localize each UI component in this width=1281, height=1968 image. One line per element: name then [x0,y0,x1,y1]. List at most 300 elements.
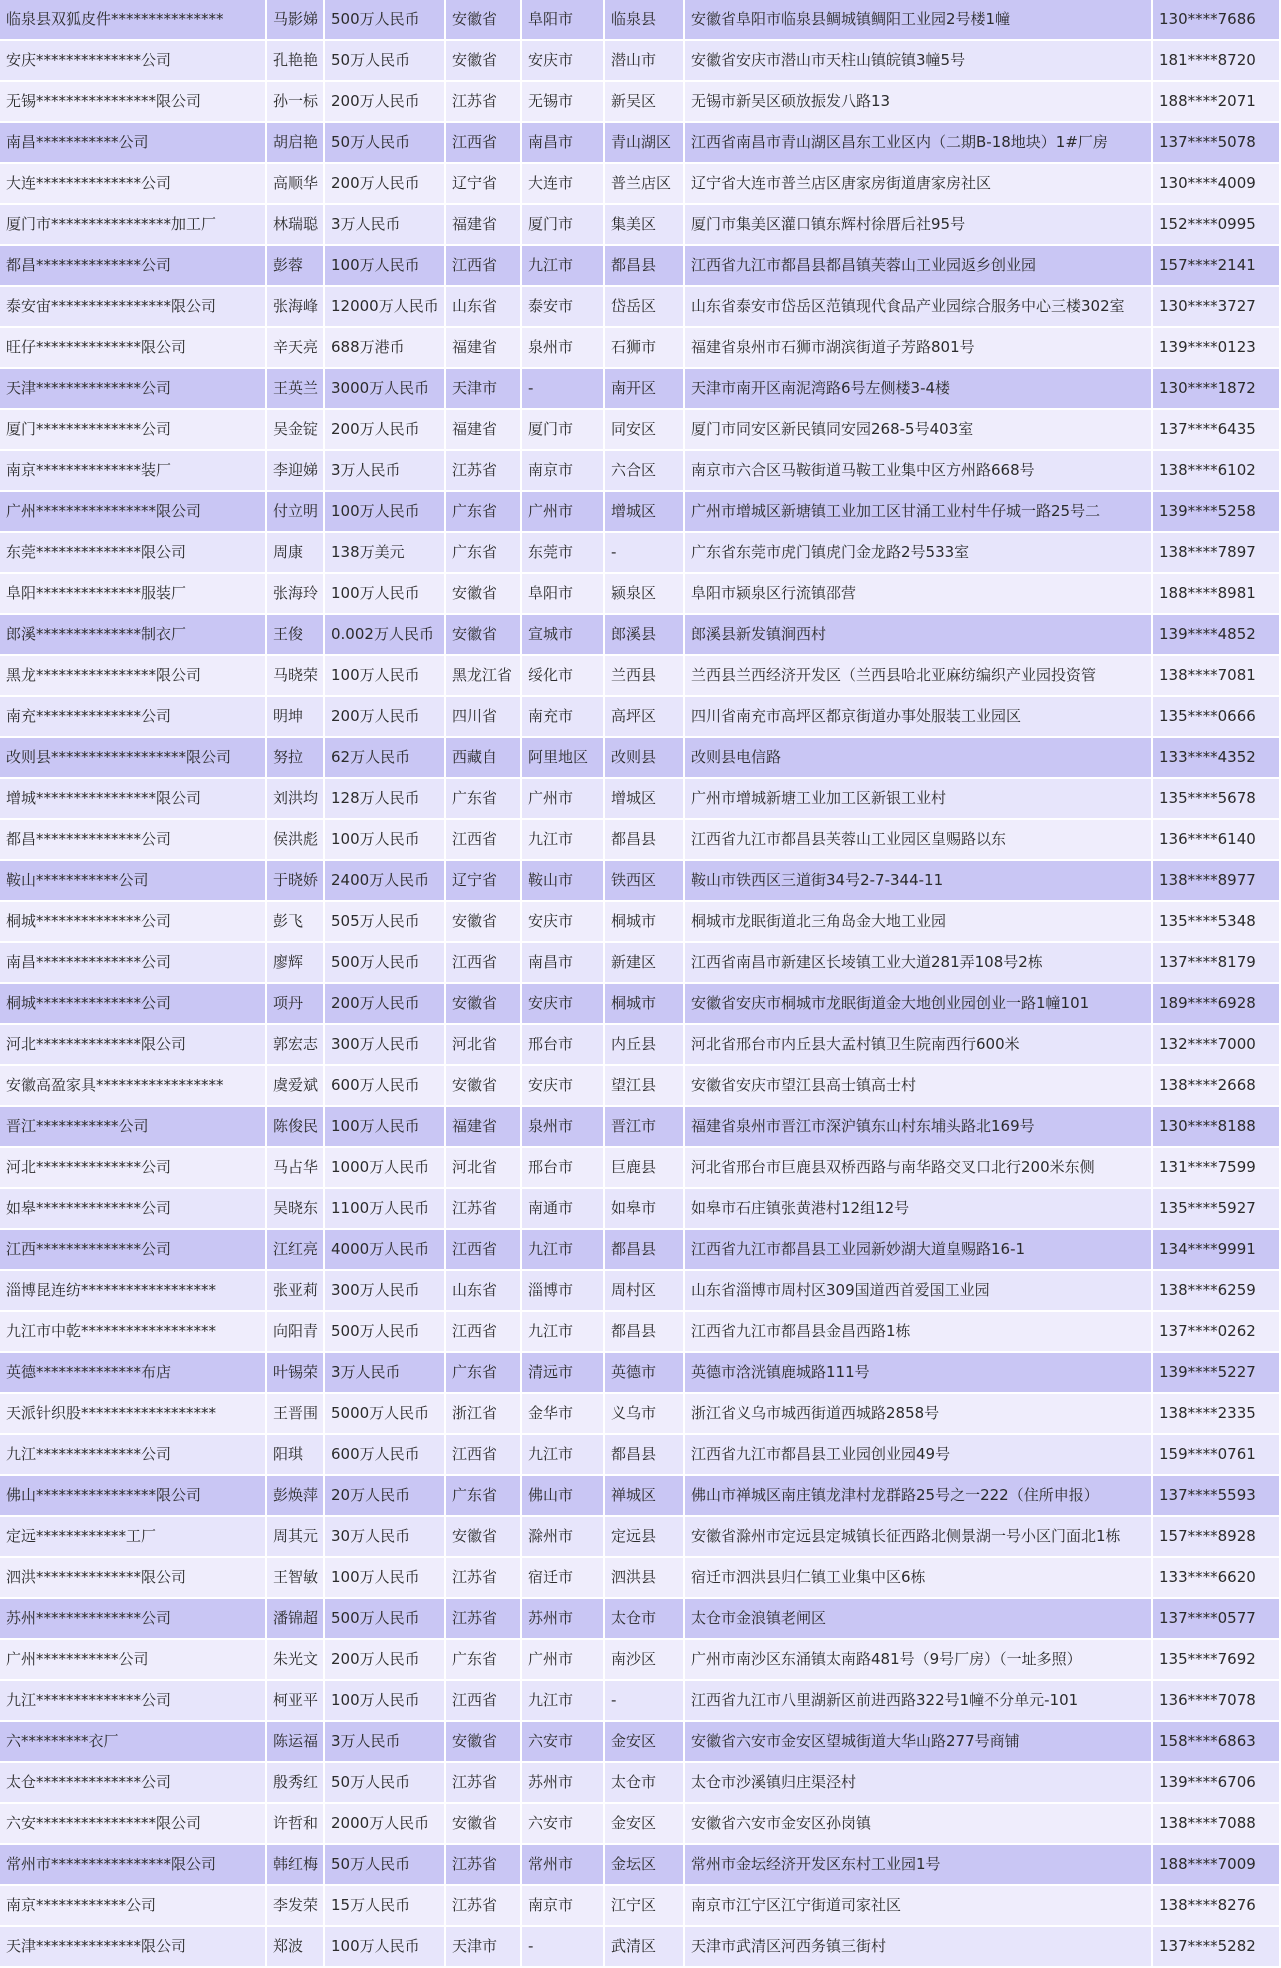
district-cell: 桐城市 [604,901,684,942]
capital-cell: 100万人民币 [324,491,445,532]
province-cell: 黑龙江省 [445,655,521,696]
capital-cell: 62万人民币 [324,737,445,778]
city-cell: 安庆市 [521,983,604,1024]
province-cell: 福建省 [445,327,521,368]
company-name-cell: 南昌***********公司 [0,122,266,163]
address-cell: 广州市南沙区东涌镇太南路481号（9号厂房）（一址多照） [684,1639,1152,1680]
company-name-cell: 郎溪**************制衣厂 [0,614,266,655]
address-cell: 安徽省安庆市望江县高士镇高士村 [684,1065,1152,1106]
district-cell: 高坪区 [604,696,684,737]
phone-cell: 157****8928 [1152,1516,1280,1557]
capital-cell: 12000万人民币 [324,286,445,327]
capital-cell: 3万人民币 [324,450,445,491]
table-row [0,737,1280,778]
address-cell: 江西省南昌市新建区长堎镇工业大道281弄108号2栋 [684,942,1152,983]
capital-cell: 100万人民币 [324,819,445,860]
phone-cell: 159****0761 [1152,1434,1280,1475]
city-cell: 安庆市 [521,1065,604,1106]
table-row [0,286,1280,327]
address-cell: 厦门市同安区新民镇同安园268-5号403室 [684,409,1152,450]
province-cell: 河北省 [445,1024,521,1065]
address-cell: 福建省泉州市石狮市湖滨街道子芳路801号 [684,327,1152,368]
city-cell: 无锡市 [521,81,604,122]
phone-cell: 137****8179 [1152,942,1280,983]
capital-cell: 3000万人民币 [324,368,445,409]
capital-cell: 5000万人民币 [324,1393,445,1434]
legal-rep-cell: 廖辉 [266,942,324,983]
legal-rep-cell: 付立明 [266,491,324,532]
legal-rep-cell: 周其元 [266,1516,324,1557]
province-cell: 安徽省 [445,40,521,81]
province-cell: 天津市 [445,1926,521,1967]
province-cell: 江西省 [445,1680,521,1721]
district-cell: 新建区 [604,942,684,983]
province-cell: 山东省 [445,1270,521,1311]
legal-rep-cell: 明坤 [266,696,324,737]
address-cell: 常州市金坛经济开发区东村工业园1号 [684,1844,1152,1885]
legal-rep-cell: 高顺华 [266,163,324,204]
company-name-cell: 淄博昆连纺****************** [0,1270,266,1311]
phone-cell: 188****8981 [1152,573,1280,614]
district-cell: 青山湖区 [604,122,684,163]
address-cell: 山东省淄博市周村区309国道西首爱国工业园 [684,1270,1152,1311]
district-cell: - [604,1680,684,1721]
phone-cell: 135****0666 [1152,696,1280,737]
company-name-cell: 临泉县双狐皮件*************** [0,0,266,40]
province-cell: 安徽省 [445,1516,521,1557]
phone-cell: 137****5593 [1152,1475,1280,1516]
phone-cell: 137****5282 [1152,1926,1280,1967]
province-cell: 江苏省 [445,1188,521,1229]
city-cell: 泉州市 [521,327,604,368]
phone-cell: 138****6102 [1152,450,1280,491]
company-name-cell: 南京************公司 [0,1885,266,1926]
province-cell: 辽宁省 [445,860,521,901]
company-name-cell: 鞍山***********公司 [0,860,266,901]
company-name-cell: 广州***********公司 [0,1639,266,1680]
province-cell: 福建省 [445,204,521,245]
province-cell: 江西省 [445,1434,521,1475]
city-cell: 清远市 [521,1352,604,1393]
table-row [0,1680,1280,1721]
address-cell: 厦门市集美区灌口镇东辉村徐厝后社95号 [684,204,1152,245]
address-cell: 鞍山市铁西区三道街34号2-7-344-11 [684,860,1152,901]
province-cell: 安徽省 [445,614,521,655]
city-cell: 南京市 [521,450,604,491]
address-cell: 宿迁市泗洪县归仁镇工业集中区6栋 [684,1557,1152,1598]
city-cell: 九江市 [521,1229,604,1270]
district-cell: 太仓市 [604,1598,684,1639]
capital-cell: 30万人民币 [324,1516,445,1557]
table-row [0,1475,1280,1516]
company-name-cell: 河北**************公司 [0,1147,266,1188]
phone-cell: 139****5227 [1152,1352,1280,1393]
company-name-cell: 旺仔**************限公司 [0,327,266,368]
address-cell: 如皋市石庄镇张黄港村12组12号 [684,1188,1152,1229]
district-cell: 六合区 [604,450,684,491]
capital-cell: 3万人民币 [324,1352,445,1393]
province-cell: 浙江省 [445,1393,521,1434]
phone-cell: 139****0123 [1152,327,1280,368]
legal-rep-cell: 马占华 [266,1147,324,1188]
legal-rep-cell: 林瑞聪 [266,204,324,245]
company-name-cell: 常州市****************限公司 [0,1844,266,1885]
phone-cell: 138****2668 [1152,1065,1280,1106]
table-row [0,778,1280,819]
province-cell: 四川省 [445,696,521,737]
company-name-cell: 九江**************公司 [0,1680,266,1721]
company-name-cell: 安徽高盈家具***************** [0,1065,266,1106]
district-cell: 义乌市 [604,1393,684,1434]
capital-cell: 100万人民币 [324,1926,445,1967]
phone-cell: 136****6140 [1152,819,1280,860]
province-cell: 安徽省 [445,983,521,1024]
city-cell: 泉州市 [521,1106,604,1147]
table-row [0,655,1280,696]
legal-rep-cell: 叶锡荣 [266,1352,324,1393]
table-row [0,204,1280,245]
district-cell: 都昌县 [604,1434,684,1475]
table-row [0,0,1280,40]
table-row [0,1598,1280,1639]
company-name-cell: 苏州**************公司 [0,1598,266,1639]
phone-cell: 130****1872 [1152,368,1280,409]
district-cell: 英德市 [604,1352,684,1393]
district-cell: 集美区 [604,204,684,245]
legal-rep-cell: 郑波 [266,1926,324,1967]
legal-rep-cell: 阳琪 [266,1434,324,1475]
capital-cell: 300万人民币 [324,1024,445,1065]
city-cell: 邢台市 [521,1147,604,1188]
phone-cell: 138****8977 [1152,860,1280,901]
phone-cell: 138****6259 [1152,1270,1280,1311]
capital-cell: 0.002万人民币 [324,614,445,655]
legal-rep-cell: 孔艳艳 [266,40,324,81]
city-cell: 南京市 [521,1885,604,1926]
district-cell: 普兰店区 [604,163,684,204]
district-cell: 增城区 [604,491,684,532]
phone-cell: 157****2141 [1152,245,1280,286]
city-cell: 阜阳市 [521,0,604,40]
company-name-cell: 晋江***********公司 [0,1106,266,1147]
address-cell: 改则县电信路 [684,737,1152,778]
legal-rep-cell: 吴金锭 [266,409,324,450]
capital-cell: 128万人民币 [324,778,445,819]
capital-cell: 1100万人民币 [324,1188,445,1229]
city-cell: 宣城市 [521,614,604,655]
table-row [0,1926,1280,1967]
capital-cell: 4000万人民币 [324,1229,445,1270]
address-cell: 浙江省义乌市城西街道西城路2858号 [684,1393,1152,1434]
province-cell: 江苏省 [445,1844,521,1885]
phone-cell: 137****0262 [1152,1311,1280,1352]
phone-cell: 152****0995 [1152,204,1280,245]
phone-cell: 131****7599 [1152,1147,1280,1188]
legal-rep-cell: 张海玲 [266,573,324,614]
address-cell: 南京市江宁区江宁街道司家社区 [684,1885,1152,1926]
district-cell: 晋江市 [604,1106,684,1147]
company-name-cell: 都昌**************公司 [0,245,266,286]
city-cell: - [521,1926,604,1967]
capital-cell: 200万人民币 [324,81,445,122]
province-cell: 广东省 [445,778,521,819]
legal-rep-cell: 张海峰 [266,286,324,327]
legal-rep-cell: 胡启艳 [266,122,324,163]
address-cell: 天津市武清区河西务镇三街村 [684,1926,1152,1967]
province-cell: 西藏自 [445,737,521,778]
district-cell: 新吴区 [604,81,684,122]
province-cell: 江苏省 [445,1762,521,1803]
city-cell: 金华市 [521,1393,604,1434]
legal-rep-cell: 向阳青 [266,1311,324,1352]
province-cell: 福建省 [445,409,521,450]
province-cell: 安徽省 [445,901,521,942]
district-cell: 禅城区 [604,1475,684,1516]
table-row [0,1393,1280,1434]
phone-cell: 133****6620 [1152,1557,1280,1598]
legal-rep-cell: 陈俊民 [266,1106,324,1147]
company-name-cell: 南京**************装厂 [0,450,266,491]
district-cell: 江宁区 [604,1885,684,1926]
address-cell: 佛山市禅城区南庄镇龙津村龙群路25号之一222（住所申报） [684,1475,1152,1516]
city-cell: 九江市 [521,1680,604,1721]
address-cell: 河北省邢台市巨鹿县双桥西路与南华路交叉口北行200米东侧 [684,1147,1152,1188]
legal-rep-cell: 彭蓉 [266,245,324,286]
address-cell: 阜阳市颍泉区行流镇邵营 [684,573,1152,614]
capital-cell: 50万人民币 [324,122,445,163]
province-cell: 安徽省 [445,1721,521,1762]
table-row [0,860,1280,901]
phone-cell: 130****4009 [1152,163,1280,204]
city-cell: 南充市 [521,696,604,737]
capital-cell: 300万人民币 [324,1270,445,1311]
capital-cell: 15万人民币 [324,1885,445,1926]
city-cell: 鞍山市 [521,860,604,901]
capital-cell: 2000万人民币 [324,1803,445,1844]
table-row [0,122,1280,163]
legal-rep-cell: 江红亮 [266,1229,324,1270]
table-row [0,573,1280,614]
capital-cell: 100万人民币 [324,1680,445,1721]
phone-cell: 137****0577 [1152,1598,1280,1639]
district-cell: 南开区 [604,368,684,409]
address-cell: 安徽省滁州市定远县定城镇长征西路北侧景湖一号小区门面北1栋 [684,1516,1152,1557]
legal-rep-cell: 张亚莉 [266,1270,324,1311]
table-row [0,696,1280,737]
table-row [0,1885,1280,1926]
district-cell: 南沙区 [604,1639,684,1680]
legal-rep-cell: 刘洪均 [266,778,324,819]
capital-cell: 1000万人民币 [324,1147,445,1188]
province-cell: 安徽省 [445,573,521,614]
capital-cell: 200万人民币 [324,696,445,737]
phone-cell: 138****7081 [1152,655,1280,696]
district-cell: 岱岳区 [604,286,684,327]
capital-cell: 3万人民币 [324,204,445,245]
province-cell: 安徽省 [445,0,521,40]
district-cell: 金安区 [604,1721,684,1762]
legal-rep-cell: 马晓荣 [266,655,324,696]
legal-rep-cell: 王晋围 [266,1393,324,1434]
legal-rep-cell: 朱光文 [266,1639,324,1680]
legal-rep-cell: 柯亚平 [266,1680,324,1721]
city-cell: 南通市 [521,1188,604,1229]
address-cell: 江西省南昌市青山湖区昌东工业区内（二期B-18地块）1#厂房 [684,122,1152,163]
district-cell: 都昌县 [604,1229,684,1270]
province-cell: 江苏省 [445,450,521,491]
province-cell: 江苏省 [445,1557,521,1598]
district-cell: 如皋市 [604,1188,684,1229]
capital-cell: 2400万人民币 [324,860,445,901]
province-cell: 江西省 [445,245,521,286]
address-cell: 广东省东莞市虎门镇虎门金龙路2号533室 [684,532,1152,573]
address-cell: 太仓市金浪镇老闸区 [684,1598,1152,1639]
table-row [0,81,1280,122]
district-cell: 定远县 [604,1516,684,1557]
legal-rep-cell: 韩红梅 [266,1844,324,1885]
company-name-cell: 英德**************布店 [0,1352,266,1393]
capital-cell: 50万人民币 [324,40,445,81]
company-name-cell: 都昌**************公司 [0,819,266,860]
phone-cell: 135****5348 [1152,901,1280,942]
company-name-cell: 阜阳**************服装厂 [0,573,266,614]
table-row [0,1434,1280,1475]
company-name-cell: 泰安宙****************限公司 [0,286,266,327]
district-cell: 泗洪县 [604,1557,684,1598]
city-cell: 九江市 [521,1434,604,1475]
district-cell: 铁西区 [604,860,684,901]
province-cell: 广东省 [445,532,521,573]
company-name-cell: 九江**************公司 [0,1434,266,1475]
city-cell: 广州市 [521,778,604,819]
phone-cell: 189****6928 [1152,983,1280,1024]
district-cell: 内丘县 [604,1024,684,1065]
company-name-cell: 东莞**************限公司 [0,532,266,573]
city-cell: 苏州市 [521,1762,604,1803]
company-name-cell: 增城****************限公司 [0,778,266,819]
table-row [0,614,1280,655]
address-cell: 广州市增城新塘工业加工区新银工业村 [684,778,1152,819]
district-cell: 临泉县 [604,0,684,40]
table-row [0,901,1280,942]
capital-cell: 200万人民币 [324,409,445,450]
phone-cell: 158****6863 [1152,1721,1280,1762]
table-row [0,245,1280,286]
address-cell: 安徽省安庆市桐城市龙眠街道金大地创业园创业一路1幢101 [684,983,1152,1024]
district-cell: 都昌县 [604,819,684,860]
phone-cell: 139****4852 [1152,614,1280,655]
district-cell: 金坛区 [604,1844,684,1885]
table-row [0,1557,1280,1598]
city-cell: 厦门市 [521,204,604,245]
legal-rep-cell: 周康 [266,532,324,573]
table-row [0,1516,1280,1557]
table-row [0,1721,1280,1762]
address-cell: 江西省九江市都昌县工业园新妙湖大道皇赐路16-1 [684,1229,1152,1270]
province-cell: 辽宁省 [445,163,521,204]
table-row [0,1229,1280,1270]
province-cell: 江西省 [445,942,521,983]
province-cell: 江西省 [445,122,521,163]
company-name-cell: 太仓**************公司 [0,1762,266,1803]
legal-rep-cell: 彭焕萍 [266,1475,324,1516]
capital-cell: 138万美元 [324,532,445,573]
district-cell: 周村区 [604,1270,684,1311]
capital-cell: 688万港币 [324,327,445,368]
table-row [0,327,1280,368]
city-cell: 绥化市 [521,655,604,696]
city-cell: 泰安市 [521,286,604,327]
capital-cell: 200万人民币 [324,163,445,204]
table-row [0,1024,1280,1065]
address-cell: 辽宁省大连市普兰店区唐家房街道唐家房社区 [684,163,1152,204]
company-name-cell: 黑龙****************限公司 [0,655,266,696]
company-name-cell: 大连**************公司 [0,163,266,204]
capital-cell: 50万人民币 [324,1762,445,1803]
legal-rep-cell: 王智敏 [266,1557,324,1598]
district-cell: 潜山市 [604,40,684,81]
company-name-cell: 桐城**************公司 [0,901,266,942]
legal-rep-cell: 陈运福 [266,1721,324,1762]
district-cell: - [604,532,684,573]
phone-cell: 138****2335 [1152,1393,1280,1434]
province-cell: 天津市 [445,368,521,409]
address-cell: 山东省泰安市岱岳区范镇现代食品产业园综合服务中心三楼302室 [684,286,1152,327]
table-row [0,819,1280,860]
city-cell: 九江市 [521,819,604,860]
table-row [0,368,1280,409]
company-name-cell: 佛山****************限公司 [0,1475,266,1516]
district-cell: 增城区 [604,778,684,819]
legal-rep-cell: 于晓娇 [266,860,324,901]
legal-rep-cell: 项丹 [266,983,324,1024]
capital-cell: 100万人民币 [324,655,445,696]
legal-rep-cell: 辛天亮 [266,327,324,368]
city-cell: 阜阳市 [521,573,604,614]
capital-cell: 500万人民币 [324,942,445,983]
table-row [0,40,1280,81]
address-cell: 安徽省安庆市潜山市天柱山镇皖镇3幢5号 [684,40,1152,81]
phone-cell: 138****7088 [1152,1803,1280,1844]
phone-cell: 132****7000 [1152,1024,1280,1065]
phone-cell: 133****4352 [1152,737,1280,778]
table-row [0,1188,1280,1229]
city-cell: - [521,368,604,409]
legal-rep-cell: 吴晓东 [266,1188,324,1229]
city-cell: 厦门市 [521,409,604,450]
province-cell: 广东省 [445,1352,521,1393]
capital-cell: 500万人民币 [324,0,445,40]
legal-rep-cell: 马影娣 [266,0,324,40]
capital-cell: 50万人民币 [324,1844,445,1885]
city-cell: 安庆市 [521,40,604,81]
company-name-cell: 桐城**************公司 [0,983,266,1024]
address-cell: 江西省九江市都昌县芙蓉山工业园区皇赐路以东 [684,819,1152,860]
city-cell: 六安市 [521,1721,604,1762]
address-cell: 江西省九江市八里湖新区前进西路322号1幢不分单元-101 [684,1680,1152,1721]
table-row [0,1270,1280,1311]
city-cell: 邢台市 [521,1024,604,1065]
city-cell: 九江市 [521,245,604,286]
city-cell: 阿里地区 [521,737,604,778]
city-cell: 大连市 [521,163,604,204]
company-name-cell: 如皋**************公司 [0,1188,266,1229]
company-name-cell: 天津**************公司 [0,368,266,409]
table-row [0,1147,1280,1188]
table-row [0,1065,1280,1106]
district-cell: 都昌县 [604,245,684,286]
phone-cell: 188****7009 [1152,1844,1280,1885]
